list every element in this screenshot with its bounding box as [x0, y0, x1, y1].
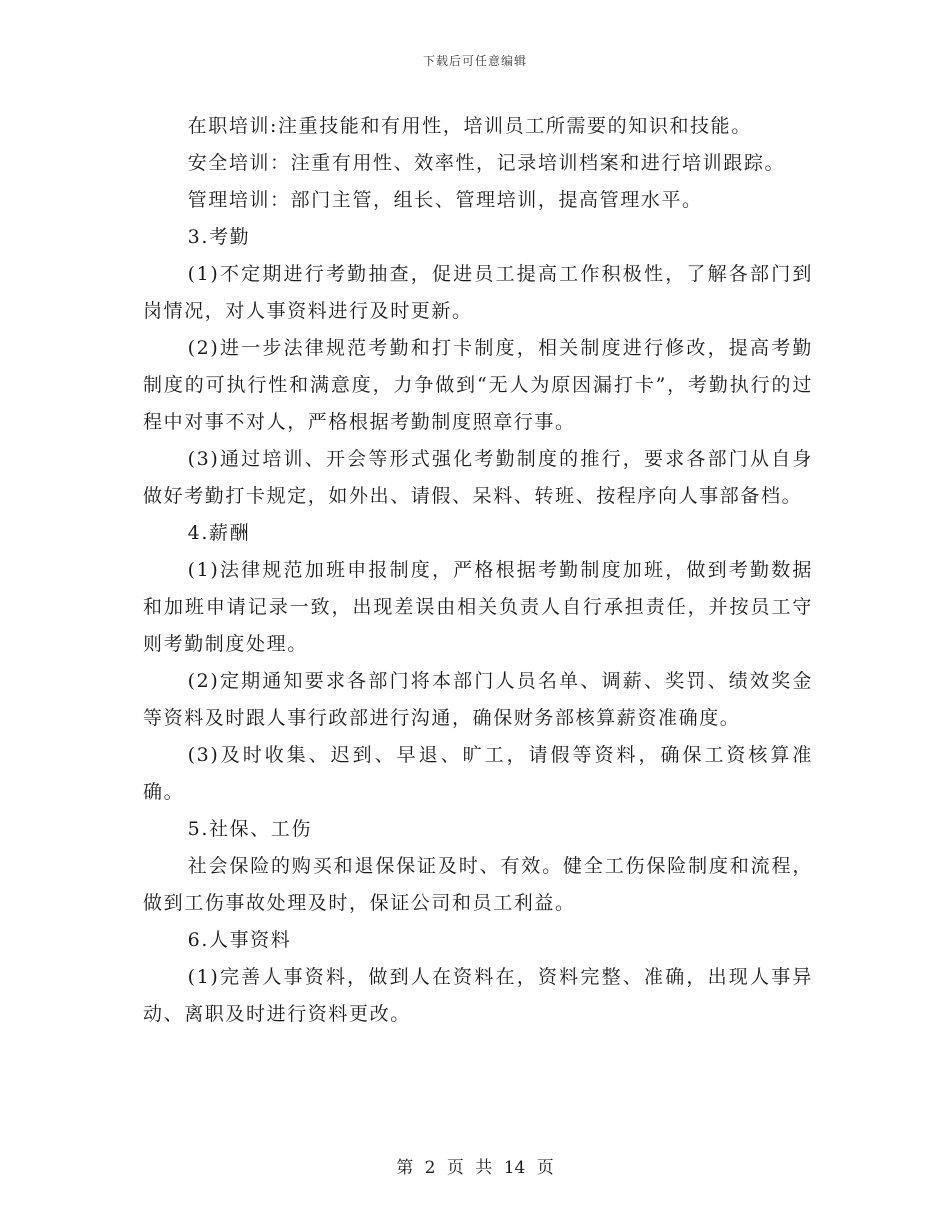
paragraph-management-training: 管理培训：部门主管，组长、管理培训，提高管理水平。 [187, 189, 703, 211]
paragraph-attendance-3: (3)通过培训、开会等形式强化考勤制度的推行，要求各部门从自身做好考勤打卡规定，如外出、请假、呆料、转班、按程序向人事部备档。 [143, 448, 813, 507]
section-heading-attendance: 3.考勤 [187, 226, 251, 248]
paragraph-salary-3: (3)及时收集、迟到、早退、旷工，请假等资料，确保工资核算准确。 [143, 744, 813, 803]
page-number-footer: 第 2 页 共 14 页 [396, 1158, 554, 1178]
document-body [143, 108, 813, 1033]
paragraph-personnel-records-1: (1)完善人事资料，做到人在资料在，资料完整、准确，出现人事异动、离职及时进行资料更改。 [143, 966, 813, 1025]
paragraph-onjob-training: 在职培训:注重技能和有用性，培训员工所需要的知识和技能。 [187, 115, 752, 137]
paragraph-social-insurance: 社会保险的购买和退保保证及时、有效。健全工伤保险制度和流程，做到工伤事故处理及时，保证公司和员工利益。 [143, 855, 813, 914]
section-heading-salary: 4.薪酬 [187, 522, 251, 544]
page-header-note: 下载后可任意编辑 [422, 54, 527, 68]
paragraph-salary-2: (2)定期通知要求各部门将本部门人员名单、调薪、奖罚、绩效奖金等资料及时跟人事行政部进行沟通，确保财务部核算薪资准确度。 [143, 670, 813, 729]
paragraph-attendance-2: (2)进一步法律规范考勤和打卡制度，相关制度进行修改，提高考勤制度的可执行性和满意度，力争做到“无人为原因漏打卡”，考勤执行的过程中对事不对人，严格根据考勤制度照章行事。 [143, 337, 813, 433]
paragraph-attendance-1: (1)不定期进行考勤抽查，促进员工提高工作积极性，了解各部门到岗情况，对人事资料进行及时更新。 [143, 263, 813, 322]
section-heading-social-insurance: 5.社保、工伤 [187, 818, 312, 840]
paragraph-salary-1: (1)法律规范加班申报制度，严格根据考勤制度加班，做到考勤数据和加班申请记录一致，出现差误由相关负责人自行承担责任，并按员工守则考勤制度处理。 [143, 559, 813, 655]
paragraph-safety-training: 安全培训：注重有用性、效率性，记录培训档案和进行培训跟踪。 [187, 152, 786, 174]
section-heading-personnel-records: 6.人事资料 [187, 929, 292, 951]
